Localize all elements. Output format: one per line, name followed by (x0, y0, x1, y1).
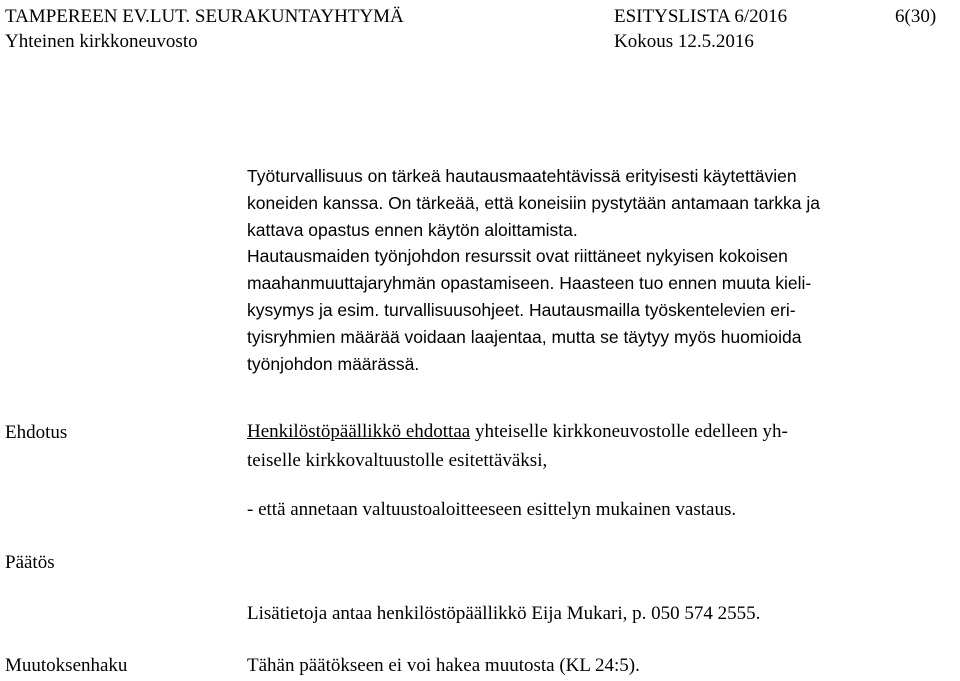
body-name: Yhteinen kirkkoneuvosto (5, 31, 198, 52)
meeting-date: Kokous 12.5.2016 (614, 31, 754, 52)
decision-label: Päätös (5, 552, 55, 573)
appeal-text: Tähän päätökseen ei voi hakea muutosta (KL 24:5). (247, 655, 640, 676)
proposal-clause: - että annetaan valtuustoaloitteeseen esittelyn mukainen vastaus. (247, 499, 737, 520)
paragraph-line: koneiden kanssa. On tärkeää, että koneisiin pystytään antamaan tarkka ja (247, 192, 820, 213)
background-paragraph (247, 163, 937, 377)
proposal-text (247, 418, 788, 475)
paragraph-line: maahanmuuttajaryhmän opastamiseen. Haasteen tuo ennen muuta kieli- (247, 273, 812, 294)
page-number: 6(30) (895, 6, 937, 27)
proposer: Henkilöstöpäällikkö ehdottaa (247, 421, 471, 442)
paragraph-line: kysymys ja esim. turvallisuusohjeet. Hautausmailla työskentelevien eri- (247, 299, 796, 320)
organization-name: TAMPEREEN EV.LUT. SEURAKUNTAYHTYMÄ (5, 6, 404, 27)
agenda-number: ESITYSLISTA 6/2016 (614, 6, 788, 27)
appeal-label: Muutoksenhaku (5, 655, 128, 676)
paragraph-line: Työturvallisuus on tärkeä hautausmaatehtävissä erityisesti käytettävien (247, 166, 797, 186)
proposal-label: Ehdotus (5, 422, 68, 443)
paragraph-line: Hautausmaiden työnjohdon resurssit ovat riittäneet nykyisen kokoisen (247, 246, 788, 267)
proposal-line-rest: yhteiselle kirkkoneuvostolle edelleen yh- (470, 421, 788, 442)
contact-info: Lisätietoja antaa henkilöstöpäällikkö Eija Mukari, p. 050 574 2555. (247, 603, 761, 624)
proposal-line: teiselle kirkkovaltuustolle esitettäväksi, (247, 449, 548, 471)
paragraph-line: tyisryhmien määrää voidaan laajentaa, mutta se täytyy myös huomioida (247, 326, 802, 347)
proposal-line (247, 418, 788, 447)
paragraph-line: työnjohdon määrässä. (247, 353, 420, 374)
paragraph-line: kattava opastus ennen käytön aloittamista. (247, 219, 578, 240)
